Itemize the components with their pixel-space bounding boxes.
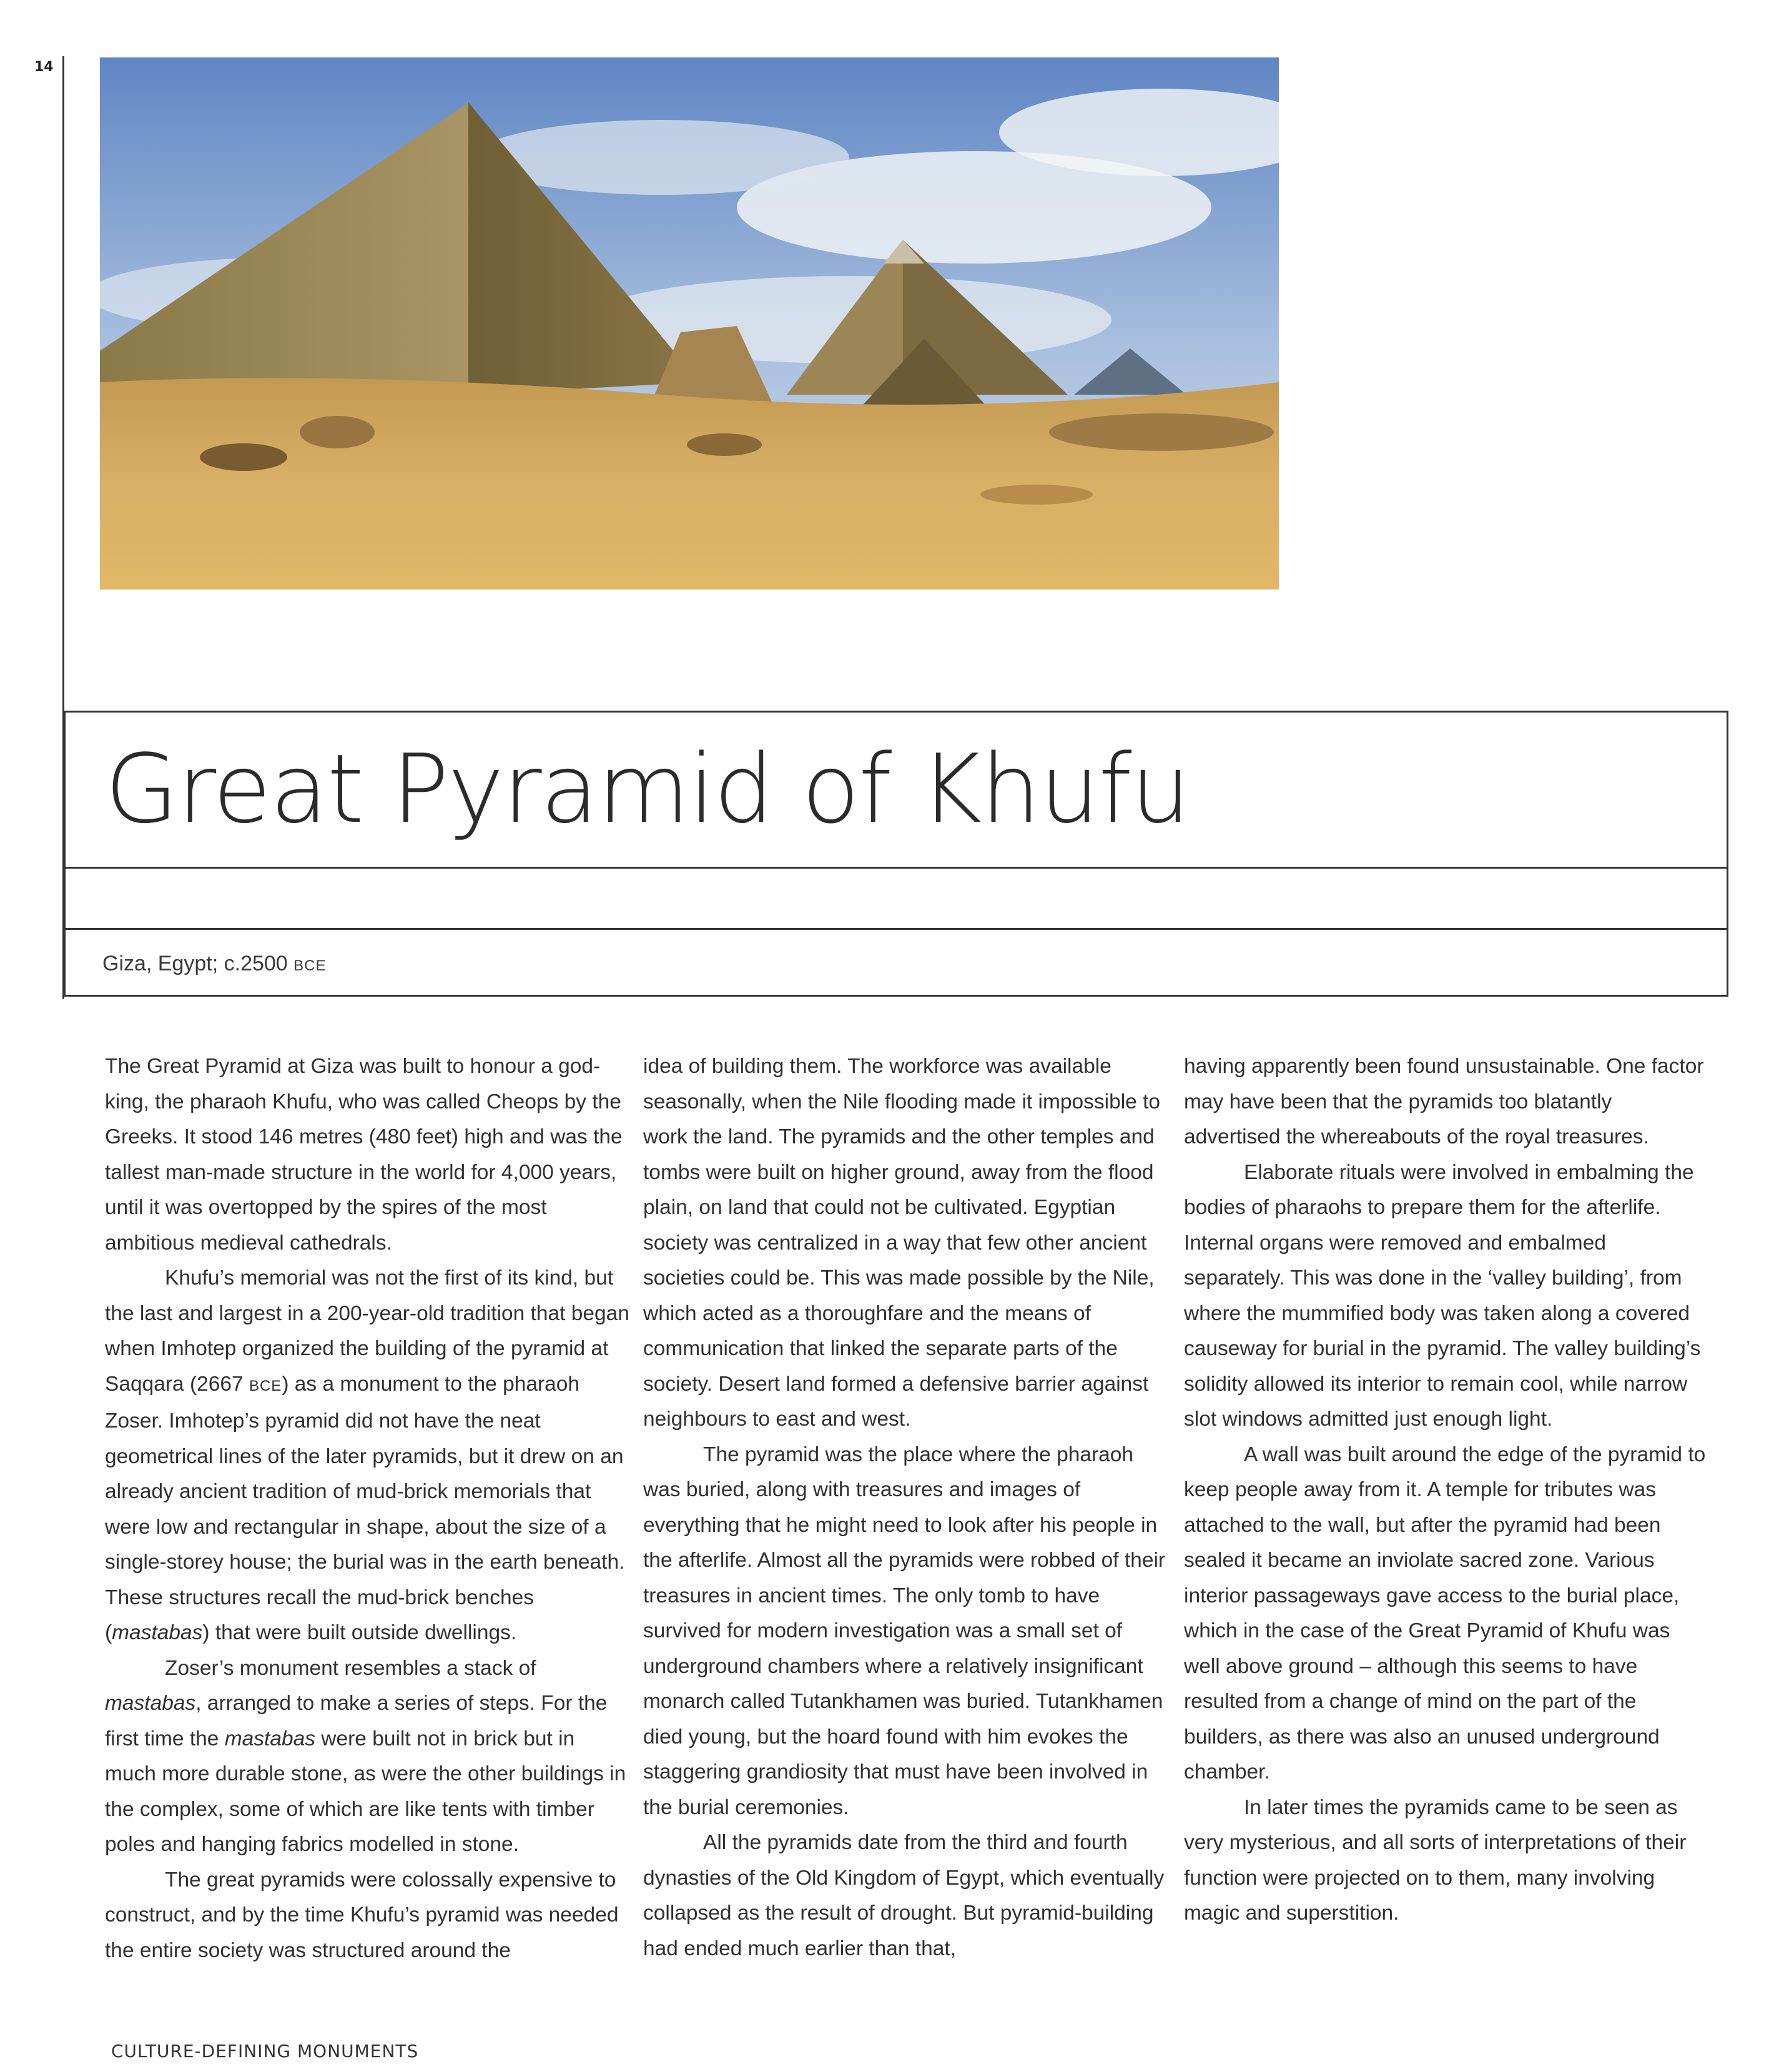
location-era: BCE	[293, 957, 327, 974]
paragraph-text: Khufu’s memorial was not the first of its kind, but the last and largest in a 200-year-old tradition that began when Imhotep organized the building of the pyramid at Saqqara (2667	[105, 1266, 629, 1396]
text-column-1	[105, 1049, 629, 1968]
paragraph: A wall was built around the edge of the pyramid to keep people away from it. A temple for tributes was attached to the wall, but after the pyramid had been sealed it became an inviolate sacred zone. Various interior passageways gave access to the burial place, which in the case of the Great Pyramid of Khufu was well above ground – although this seems to have resulted from a change of mind on the part of the builders, as there was also an unused underground chamber.	[1184, 1443, 1706, 1783]
paragraph-text: Zoser’s monument resembles a stack of	[165, 1656, 536, 1680]
italic-term: mastabas	[112, 1621, 203, 1644]
title-rule-top	[64, 711, 1728, 713]
paragraph-text: ) that were built outside dwellings.	[202, 1621, 517, 1644]
title-box-left-edge	[64, 711, 66, 997]
paragraph: The great pyramids were colossally expensive to construct, and by the time Khufu’s pyramid was needed the entire society was structured around the	[105, 1868, 619, 1962]
title-rule-bottom	[64, 867, 1728, 869]
pyramids-photo	[100, 57, 1279, 590]
paragraph	[105, 1651, 629, 1863]
era-abbrev: BCE	[249, 1377, 282, 1394]
paragraph: having apparently been found unsustainable. One factor may have been that the pyramids too blatantly advertised the whereabouts of the royal treasures.	[1184, 1055, 1704, 1148]
paragraph-text: were built not in brick but in much more durable stone, as were the other buildings in the complex, some of which are like tents with timber poles and hanging fabrics modelled in stone.	[105, 1727, 626, 1856]
title-box-right-edge	[1727, 711, 1728, 997]
paragraph: In later times the pyramids came to be seen as very mysterious, and all sorts of interpretations of their function were projected on to them, many involving magic and superstition.	[1184, 1795, 1687, 1925]
text-column-3	[1184, 1049, 1708, 1931]
italic-term: mastabas	[105, 1692, 196, 1715]
location-line	[102, 952, 327, 976]
paragraph-text: , arranged to make a series of steps. For the first time the	[105, 1692, 608, 1750]
paragraph: The pyramid was the place where the pharaoh was buried, along with treasures and images of everything that he might need to look after his people in the afterlife. Almost all the pyramids were robbed of their treasures in ancient times. The only tomb to have survived for modern investigation was a small set of underground chambers where a relatively insignificant monarch called Tutankhamen was buried. Tutankhamen died young, but the hoard found with him evokes the staggering grandiosity that must have been involved in the burial ceremonies.	[643, 1443, 1166, 1819]
location-rule-top	[64, 928, 1728, 930]
paragraph: Elaborate rituals were involved in embalming the bodies of pharaohs to prepare them for the afterlife. Internal organs were removed and embalmed separately. This was done in the ‘valley building’, from where the mummified body was taken along a covered causeway for burial in the pyramid. The valley building’s solidity allowed its interior to remain cool, while narrow slot windows admitted just enough light.	[1184, 1160, 1701, 1431]
paragraph: idea of building them. The workforce was available seasonally, when the Nile flooding made it impossible to work the land. The pyramids and the other temples and tombs were built on higher ground, away from the flood plain, on land that could not be cultivated. Egyptian society was centralized in a way that few other ancient societies could be. This was made possible by the Nile, which acted as a thoroughfare and the means of communication that linked the separate parts of the society. Desert land formed a defensive barrier against neighbours to east and west.	[643, 1055, 1161, 1431]
pyramids-illustration	[100, 57, 1279, 590]
page-number: 14	[34, 59, 54, 75]
paragraph-text: ) as a monument to the pharaoh Zoser. Imhotep’s pyramid did not have the neat geometrical lines of the later pyramids, but it drew on an already ancient tradition of mud-brick memorials that were low and rectangular in shape, about the size of a single-storey house; the burial was in the earth beneath. These structures recall the mud-brick benches (	[105, 1372, 625, 1644]
paragraph: The Great Pyramid at Giza was built to honour a god-king, the pharaoh Khufu, who was called Cheops by the Greeks. It stood 146 metres (480 feet) high and was the tallest man-made structure in the world for 4,000 years, until it was overtopped by the spires of the most ambitious medieval cathedrals.	[105, 1055, 623, 1255]
title-block	[64, 711, 1728, 997]
italic-term: mastabas	[224, 1727, 315, 1750]
location-rule-bottom	[64, 995, 1728, 997]
page-title: Great Pyramid of Khufu	[105, 734, 1190, 844]
paragraph	[105, 1261, 629, 1651]
running-footer: CULTURE-DEFINING MONUMENTS	[111, 2041, 419, 2061]
paragraph: All the pyramids date from the third and fourth dynasties of the Old Kingdom of Egypt, which eventually collapsed as the result of drought. But pyramid-building had ended much earlier than that,	[643, 1831, 1165, 1960]
location-text: Giza, Egypt; c.2500	[102, 952, 294, 975]
text-column-2	[643, 1049, 1168, 1966]
